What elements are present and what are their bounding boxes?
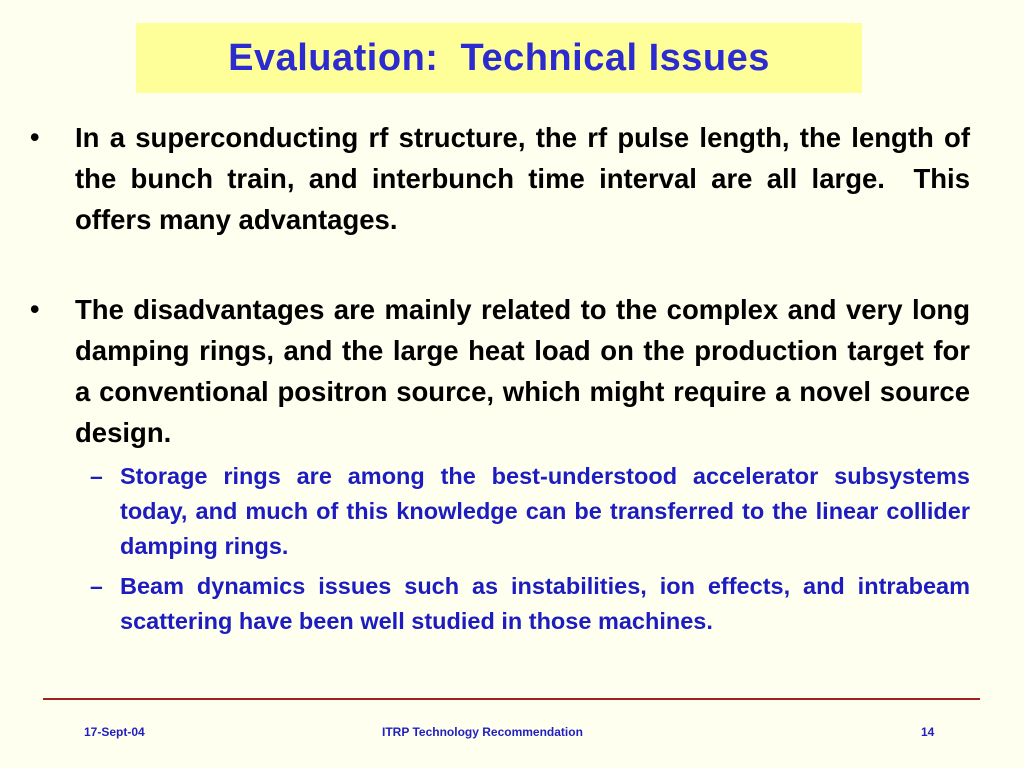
sub-bullet-marker: – — [90, 573, 103, 599]
bullet-item-1: In a superconducting rf structure, the rf pulse length, the length of the bunch train, and interbunch time interval are all large. This offers many advantages. — [75, 122, 978, 235]
sub-bullet-marker: – — [90, 463, 103, 489]
footer-divider — [43, 698, 980, 700]
sub-bullet-item-2: Beam dynamics issues such as instabilities, ion effects, and intrabeam scattering have been well studied in those machines. — [120, 573, 970, 634]
footer-title: ITRP Technology Recommendation — [382, 725, 583, 739]
footer-date: 17-Sept-04 — [84, 725, 145, 739]
page-number: 14 — [921, 725, 935, 739]
slide-title: Evaluation: Technical Issues — [228, 36, 770, 79]
bullet-item-2: The disadvantages are mainly related to the complex and very long damping rings, and the large heat load on the production target for a conventional positron source, which might require a novel source design. — [75, 294, 978, 448]
bullet-marker: • — [30, 294, 40, 324]
sub-bullet-item-1: Storage rings are among the best-understood accelerator subsystems today, and much of this knowledge can be transferred to the linear collider damping rings. — [120, 463, 970, 559]
bullet-marker: • — [30, 122, 40, 152]
